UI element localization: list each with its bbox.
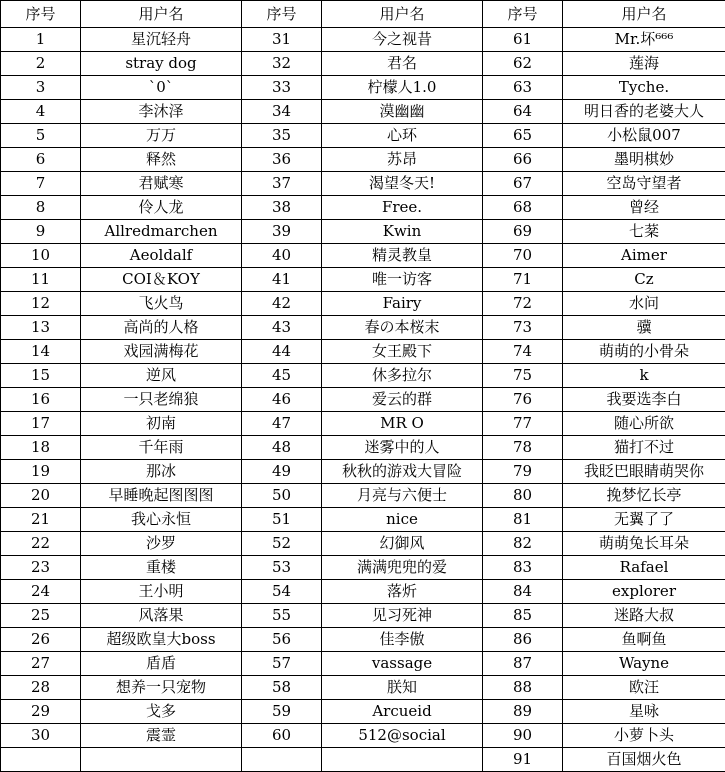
serial-cell: 65 (483, 124, 563, 148)
serial-cell: 11 (1, 268, 81, 292)
serial-cell: 16 (1, 388, 81, 412)
username-cell: 鱼啊鱼 (563, 628, 725, 652)
serial-cell: 59 (242, 700, 322, 724)
username-cell: 挽梦忆长亭 (563, 484, 725, 508)
username-cell: 休多拉尔 (322, 364, 483, 388)
serial-cell: 32 (242, 52, 322, 76)
serial-cell: 26 (1, 628, 81, 652)
username-cell: Cz (563, 268, 725, 292)
serial-cell: 41 (242, 268, 322, 292)
serial-cell: 1 (1, 28, 81, 52)
username-cell: 我心永恒 (81, 508, 242, 532)
username-cell: 盾盾 (81, 652, 242, 676)
table-row (1, 316, 725, 340)
serial-cell: 37 (242, 172, 322, 196)
username-cell: MR O (322, 412, 483, 436)
username-cell: 超级欧皇大boss (81, 628, 242, 652)
username-cell: Allredmarchen (81, 220, 242, 244)
table-row (1, 268, 725, 292)
serial-cell: 23 (1, 556, 81, 580)
username-cell: Rafael (563, 556, 725, 580)
username-cell: 爱云的群 (322, 388, 483, 412)
username-cell: 今之视昔 (322, 28, 483, 52)
username-cell: vassage (322, 652, 483, 676)
serial-cell: 19 (1, 460, 81, 484)
username-cell: 柠檬人1.0 (322, 76, 483, 100)
username-cell: 精灵教皇 (322, 244, 483, 268)
table-row (1, 196, 725, 220)
username-cell: 伶人龙 (81, 196, 242, 220)
username-cell: 君赋寒 (81, 172, 242, 196)
username-cell: 戈多 (81, 700, 242, 724)
serial-cell: 15 (1, 364, 81, 388)
serial-cell: 60 (242, 724, 322, 748)
username-cell: 水问 (563, 292, 725, 316)
table-row (1, 28, 725, 52)
table-row (1, 652, 725, 676)
table-row (1, 676, 725, 700)
table-row (1, 556, 725, 580)
serial-cell: 49 (242, 460, 322, 484)
header-row (1, 1, 725, 28)
username-cell: 一只老绵狼 (81, 388, 242, 412)
serial-cell: 18 (1, 436, 81, 460)
serial-cell: 40 (242, 244, 322, 268)
serial-cell: 35 (242, 124, 322, 148)
username-cell: 女王殿下 (322, 340, 483, 364)
username-cell: Kwin (322, 220, 483, 244)
username-cell: 落炘 (322, 580, 483, 604)
serial-cell: 45 (242, 364, 322, 388)
serial-cell: 85 (483, 604, 563, 628)
username-cell: 沙罗 (81, 532, 242, 556)
serial-cell: 29 (1, 700, 81, 724)
username-cell: 随心所欲 (563, 412, 725, 436)
username-cell: Tyche. (563, 76, 725, 100)
username-cell: 千年雨 (81, 436, 242, 460)
serial-cell: 14 (1, 340, 81, 364)
username-cell: 君名 (322, 52, 483, 76)
username-cell: 骥 (563, 316, 725, 340)
username-cell: 小萝卜头 (563, 724, 725, 748)
serial-cell: 88 (483, 676, 563, 700)
username-cell: 迷雾中的人 (322, 436, 483, 460)
serial-cell: 62 (483, 52, 563, 76)
username-cell: 我要选李白 (563, 388, 725, 412)
username-cell: 想养一只宠物 (81, 676, 242, 700)
username-cell: 空岛守望者 (563, 172, 725, 196)
table-row (1, 340, 725, 364)
serial-cell: 64 (483, 100, 563, 124)
username-cell: 七棻 (563, 220, 725, 244)
serial-cell: 52 (242, 532, 322, 556)
serial-cell: 7 (1, 172, 81, 196)
serial-cell: 58 (242, 676, 322, 700)
header-serial-3: 序号 (483, 1, 563, 28)
serial-cell: 30 (1, 724, 81, 748)
username-cell: COI＆KOY (81, 268, 242, 292)
username-cell: 明日香的老婆大人 (563, 100, 725, 124)
serial-cell: 38 (242, 196, 322, 220)
username-cell: 王小明 (81, 580, 242, 604)
serial-cell: 36 (242, 148, 322, 172)
header-serial-2: 序号 (242, 1, 322, 28)
serial-cell: 77 (483, 412, 563, 436)
table-body (1, 28, 725, 772)
table-row (1, 148, 725, 172)
header-username-2: 用户名 (322, 1, 483, 28)
table-row (1, 460, 725, 484)
username-cell: 朕知 (322, 676, 483, 700)
serial-cell: 78 (483, 436, 563, 460)
serial-cell: 63 (483, 76, 563, 100)
serial-cell: 75 (483, 364, 563, 388)
table-row (1, 388, 725, 412)
serial-cell: 70 (483, 244, 563, 268)
username-cell: Aeoldalf (81, 244, 242, 268)
username-cell: 猫打不过 (563, 436, 725, 460)
table-row (1, 724, 725, 748)
username-cell: 苏昂 (322, 148, 483, 172)
table-row (1, 700, 725, 724)
serial-cell: 86 (483, 628, 563, 652)
serial-cell: 91 (483, 748, 563, 772)
username-cell: 512@social (322, 724, 483, 748)
username-cell: 莲海 (563, 52, 725, 76)
username-cell: 漠幽幽 (322, 100, 483, 124)
serial-cell: 42 (242, 292, 322, 316)
username-cell: explorer (563, 580, 725, 604)
table-row (1, 508, 725, 532)
username-cell: Arcueid (322, 700, 483, 724)
table-row (1, 748, 725, 772)
username-cell: `0` (81, 76, 242, 100)
serial-cell: 24 (1, 580, 81, 604)
username-cell: 佳李傲 (322, 628, 483, 652)
username-cell: 释然 (81, 148, 242, 172)
serial-cell: 25 (1, 604, 81, 628)
serial-cell: 48 (242, 436, 322, 460)
serial-cell: 51 (242, 508, 322, 532)
serial-cell: 2 (1, 52, 81, 76)
username-cell: 萌萌的小骨朵 (563, 340, 725, 364)
username-cell: 逆风 (81, 364, 242, 388)
username-cell: 李沐泽 (81, 100, 242, 124)
table-row (1, 412, 725, 436)
serial-cell (242, 748, 322, 772)
table-row (1, 604, 725, 628)
serial-cell: 28 (1, 676, 81, 700)
username-cell: 春の本桜末 (322, 316, 483, 340)
username-cell: 万万 (81, 124, 242, 148)
serial-cell: 83 (483, 556, 563, 580)
serial-cell: 39 (242, 220, 322, 244)
serial-cell: 20 (1, 484, 81, 508)
username-cell: 高尚的人格 (81, 316, 242, 340)
serial-cell: 84 (483, 580, 563, 604)
table-row (1, 436, 725, 460)
serial-cell: 6 (1, 148, 81, 172)
serial-cell: 43 (242, 316, 322, 340)
username-cell: 见习死神 (322, 604, 483, 628)
username-cell: Wayne (563, 652, 725, 676)
table-row (1, 532, 725, 556)
serial-cell: 34 (242, 100, 322, 124)
table-row (1, 52, 725, 76)
username-cell: k (563, 364, 725, 388)
serial-cell: 10 (1, 244, 81, 268)
username-cell: 戏园满梅花 (81, 340, 242, 364)
serial-cell: 69 (483, 220, 563, 244)
serial-cell: 74 (483, 340, 563, 364)
username-cell: 初南 (81, 412, 242, 436)
username-cell: 飞火鸟 (81, 292, 242, 316)
serial-cell: 27 (1, 652, 81, 676)
serial-cell: 21 (1, 508, 81, 532)
serial-cell: 80 (483, 484, 563, 508)
table-row (1, 220, 725, 244)
serial-cell: 22 (1, 532, 81, 556)
username-cell: 萌萌兔长耳朵 (563, 532, 725, 556)
table-row (1, 100, 725, 124)
serial-cell: 31 (242, 28, 322, 52)
serial-cell: 76 (483, 388, 563, 412)
header-username-1: 用户名 (81, 1, 242, 28)
serial-cell: 4 (1, 100, 81, 124)
table-row (1, 628, 725, 652)
username-cell: 重楼 (81, 556, 242, 580)
username-cell: 月亮与六便士 (322, 484, 483, 508)
username-cell: Aimer (563, 244, 725, 268)
username-cell (81, 748, 242, 772)
table-row (1, 172, 725, 196)
username-cell: 心环 (322, 124, 483, 148)
serial-cell: 68 (483, 196, 563, 220)
table-row (1, 484, 725, 508)
username-cell: 那冰 (81, 460, 242, 484)
username-cell: stray dog (81, 52, 242, 76)
serial-cell: 13 (1, 316, 81, 340)
username-cell: 星沉轻舟 (81, 28, 242, 52)
serial-cell: 67 (483, 172, 563, 196)
username-cell: 小松鼠007 (563, 124, 725, 148)
serial-cell: 8 (1, 196, 81, 220)
serial-cell: 81 (483, 508, 563, 532)
serial-cell: 54 (242, 580, 322, 604)
serial-cell: 66 (483, 148, 563, 172)
serial-cell: 56 (242, 628, 322, 652)
username-cell: nice (322, 508, 483, 532)
serial-cell: 17 (1, 412, 81, 436)
username-cell: 震霊 (81, 724, 242, 748)
username-cell: Mr.坏⁶⁶⁶ (563, 28, 725, 52)
serial-cell: 61 (483, 28, 563, 52)
header-serial-1: 序号 (1, 1, 81, 28)
username-cell: Fairy (322, 292, 483, 316)
username-cell: 满满兜兜的爱 (322, 556, 483, 580)
username-cell: 幻御风 (322, 532, 483, 556)
serial-cell: 55 (242, 604, 322, 628)
username-cell: 唯一访客 (322, 268, 483, 292)
serial-cell: 9 (1, 220, 81, 244)
username-cell: 欧汪 (563, 676, 725, 700)
username-cell: 风落果 (81, 604, 242, 628)
table-row (1, 244, 725, 268)
serial-cell: 87 (483, 652, 563, 676)
username-cell: 渴望冬天! (322, 172, 483, 196)
table-row (1, 124, 725, 148)
serial-cell: 71 (483, 268, 563, 292)
serial-cell: 5 (1, 124, 81, 148)
serial-cell: 12 (1, 292, 81, 316)
serial-cell: 57 (242, 652, 322, 676)
serial-cell: 72 (483, 292, 563, 316)
username-cell: 无翼了了 (563, 508, 725, 532)
serial-cell (1, 748, 81, 772)
header-username-3: 用户名 (563, 1, 725, 28)
username-cell: 秋秋的游戏大冒险 (322, 460, 483, 484)
username-cell: 百国烟火色 (563, 748, 725, 772)
username-cell: Free. (322, 196, 483, 220)
table-row (1, 76, 725, 100)
serial-cell: 53 (242, 556, 322, 580)
serial-cell: 89 (483, 700, 563, 724)
table-row (1, 292, 725, 316)
serial-cell: 33 (242, 76, 322, 100)
serial-cell: 44 (242, 340, 322, 364)
username-cell: 墨明棋妙 (563, 148, 725, 172)
serial-cell: 79 (483, 460, 563, 484)
username-cell: 早睡晚起图图图 (81, 484, 242, 508)
serial-cell: 82 (483, 532, 563, 556)
serial-cell: 3 (1, 76, 81, 100)
serial-cell: 73 (483, 316, 563, 340)
serial-cell: 47 (242, 412, 322, 436)
table-row (1, 364, 725, 388)
serial-cell: 90 (483, 724, 563, 748)
username-cell: 曾经 (563, 196, 725, 220)
serial-cell: 50 (242, 484, 322, 508)
username-cell (322, 748, 483, 772)
table-row (1, 580, 725, 604)
username-cell: 迷路大叔 (563, 604, 725, 628)
serial-cell: 46 (242, 388, 322, 412)
username-cell: 星咏 (563, 700, 725, 724)
username-cell: 我眨巴眼睛萌哭你 (563, 460, 725, 484)
